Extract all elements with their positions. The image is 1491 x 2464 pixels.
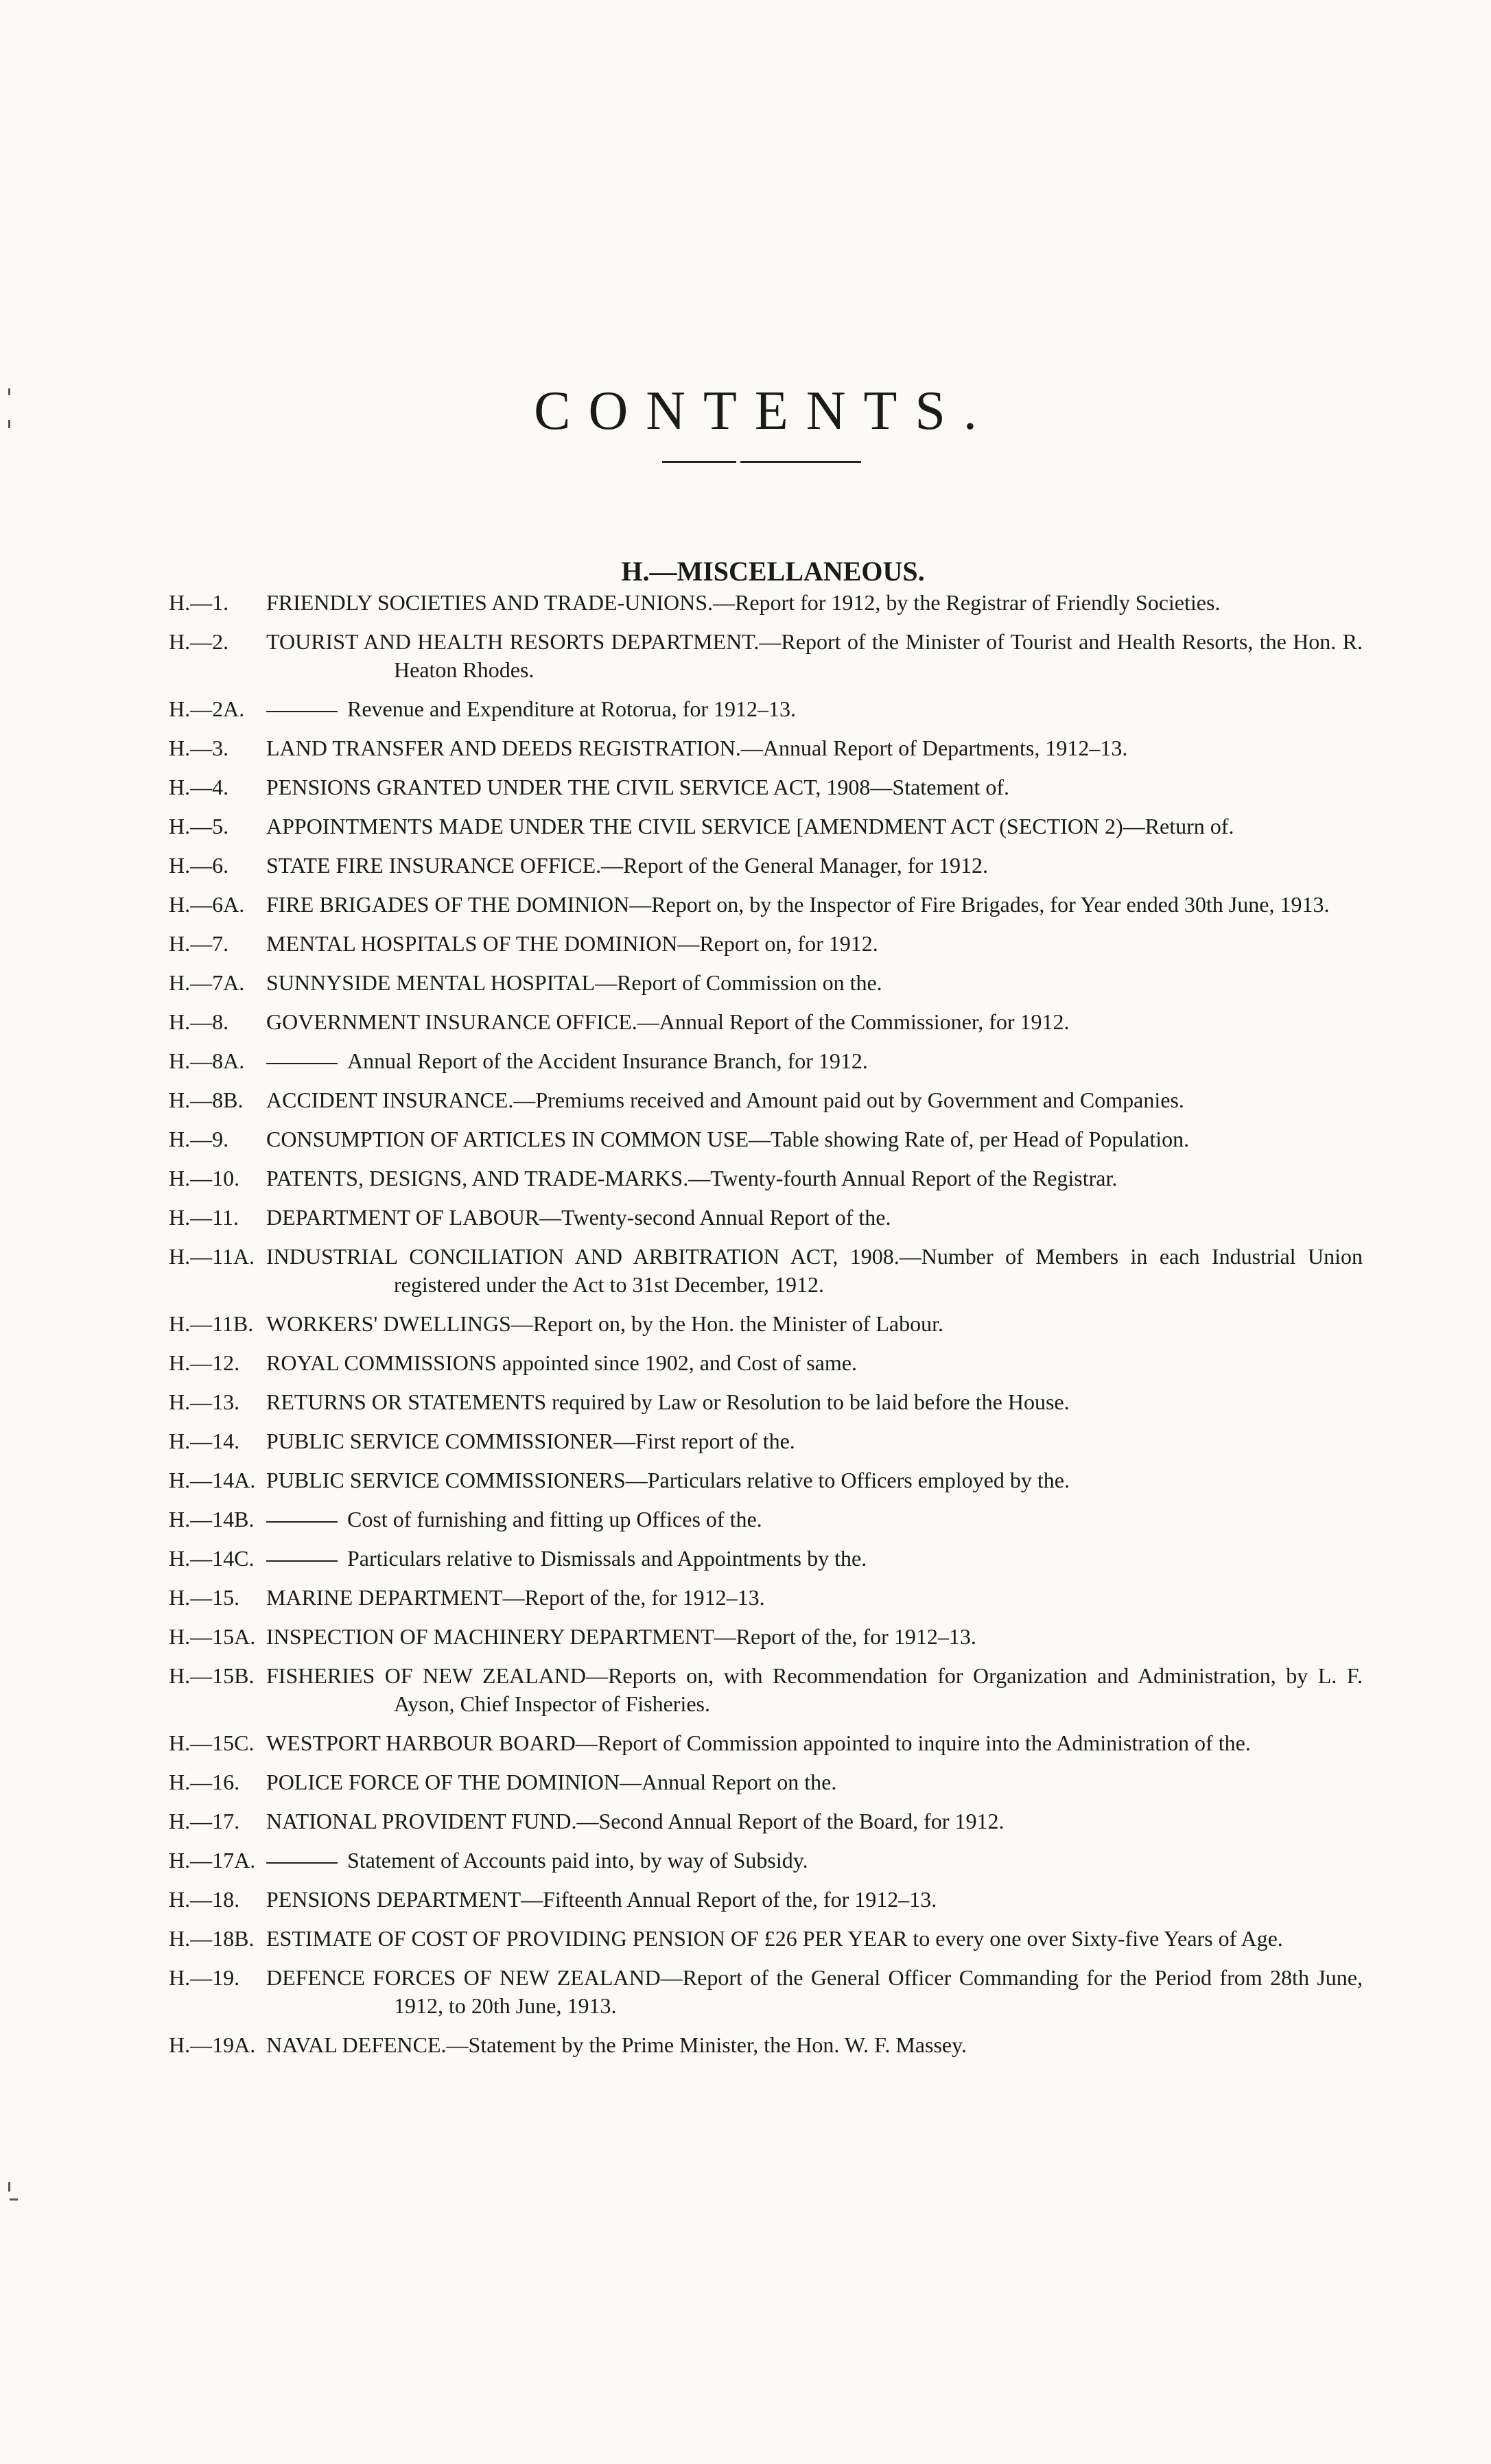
entry-text: WESTPORT HARBOUR BOARD—Report of Commission appointed to inquire into the Administration of the. [266, 1730, 1251, 1755]
contents-entry [169, 1243, 1363, 1299]
entry-text: Statement of Accounts paid into, by way of Subsidy. [347, 1848, 808, 1873]
entry-code: H.—15A. [169, 1624, 256, 1649]
entry-code: H.—8. [169, 1009, 229, 1034]
entry-text: POLICE FORCE OF THE DOMINION—Annual Report on the. [266, 1770, 837, 1794]
entry-code: H.—11A. [169, 1244, 255, 1269]
entry-text: ACCIDENT INSURANCE.—Premiums received and Amount paid out by Government and Companies. [266, 1088, 1184, 1112]
entry-code: H.—9. [169, 1127, 229, 1151]
ditto-dash [266, 1862, 338, 1864]
entry-code: H.—15C. [169, 1730, 255, 1755]
entry-text: ROYAL COMMISSIONS appointed since 1902, and Cost of same. [266, 1350, 857, 1375]
ditto-dash [266, 1521, 338, 1523]
contents-entry [169, 2031, 1363, 2059]
ditto-dash [266, 1063, 338, 1064]
section-heading: H.—MISCELLANEOUS. [621, 556, 925, 587]
entry-description [266, 1008, 1363, 1036]
page-title: CONTENTS. [534, 380, 995, 441]
entry-description [266, 1243, 1363, 1299]
entry-code: H.—14B. [169, 1507, 255, 1532]
ditto-dash [266, 711, 338, 712]
contents-entry [169, 930, 1363, 958]
entry-code: H.—4. [169, 775, 229, 799]
entry-text: FIRE BRIGADES OF THE DOMINION—Report on, by the Inspector of Fire Brigades, for Year ended 30th June, 1913. [266, 892, 1330, 917]
entry-description [266, 812, 1363, 841]
scan-mark [10, 2198, 18, 2201]
entry-text: Particulars relative to Dismissals and Appointments by the. [347, 1546, 867, 1571]
entry-description [266, 1047, 1363, 1075]
entry-text: Cost of furnishing and fitting up Offices of the. [347, 1507, 762, 1532]
entry-code: H.—18B. [169, 1926, 255, 1951]
entry-code: H.—17. [169, 1809, 240, 1833]
entry-text: DEPARTMENT OF LABOUR—Twenty-second Annual Report of the. [266, 1205, 891, 1230]
entry-description [266, 1623, 1363, 1651]
contents-entry [169, 1204, 1363, 1232]
entry-text: WORKERS' DWELLINGS—Report on, by the Hon. the Minister of Labour. [266, 1311, 943, 1336]
entry-code: H.—2. [169, 629, 229, 654]
contents-entry [169, 891, 1363, 919]
entry-code: H.—5. [169, 814, 229, 838]
entry-description [266, 852, 1363, 880]
entry-text: INDUSTRIAL CONCILIATION AND ARBITRATION ACT, 1908.—Number of Members in each Industrial Union registered under the Act to 31st December, 1912. [266, 1244, 1363, 1297]
entry-code: H.—14A. [169, 1468, 256, 1492]
contents-entry [169, 812, 1363, 841]
entry-text: NATIONAL PROVIDENT FUND.—Second Annual Report of the Board, for 1912. [266, 1809, 1005, 1833]
entry-text: STATE FIRE INSURANCE OFFICE.—Report of the General Manager, for 1912. [266, 853, 989, 878]
entry-code: H.—8B. [169, 1088, 244, 1112]
entry-text: ESTIMATE OF COST OF PROVIDING PENSION OF £26 PER YEAR to every one over Sixty-five Years of Age. [266, 1926, 1283, 1951]
contents-entry [169, 1545, 1363, 1573]
contents-entry [169, 589, 1363, 617]
entry-description [266, 1349, 1363, 1377]
entry-description [266, 1310, 1363, 1338]
entry-description [266, 1164, 1363, 1193]
entry-code: H.—13. [169, 1389, 240, 1414]
scan-mark [8, 2182, 10, 2192]
entry-code: H.—1. [169, 590, 229, 615]
entry-code: H.—11B. [169, 1311, 254, 1336]
entry-text: APPOINTMENTS MADE UNDER THE CIVIL SERVICE [AMENDMENT ACT (SECTION 2)—Return of. [266, 814, 1234, 838]
entry-text: NAVAL DEFENCE.—Statement by the Prime Minister, the Hon. W. F. Massey. [266, 2032, 967, 2057]
entry-description [266, 1545, 1363, 1573]
entry-code: H.—6. [169, 853, 229, 878]
entry-description [266, 1086, 1363, 1114]
contents-entry [169, 1008, 1363, 1036]
entry-text: RETURNS OR STATEMENTS required by Law or Resolution to be laid before the House. [266, 1389, 1070, 1414]
title-divider [662, 461, 861, 463]
entry-text: INSPECTION OF MACHINERY DEPARTMENT—Report of the, for 1912–13. [266, 1624, 976, 1649]
contents-entry [169, 628, 1363, 684]
entry-description [266, 1729, 1363, 1757]
contents-list [169, 589, 1363, 2070]
contents-entry [169, 1768, 1363, 1796]
entry-code: H.—17A. [169, 1848, 256, 1873]
entry-code: H.—14C. [169, 1546, 255, 1571]
entry-code: H.—11. [169, 1205, 239, 1230]
contents-entry [169, 1505, 1363, 1534]
contents-entry [169, 1964, 1363, 2020]
contents-entry [169, 1047, 1363, 1075]
entry-code: H.—10. [169, 1166, 240, 1190]
entry-description [266, 1886, 1363, 1914]
entry-code: H.—15B. [169, 1663, 255, 1688]
entry-description [266, 930, 1363, 958]
entry-code: H.—12. [169, 1350, 240, 1375]
entry-text: PUBLIC SERVICE COMMISSIONERS—Particulars relative to Officers employed by the. [266, 1468, 1070, 1492]
entry-description [266, 1662, 1363, 1718]
contents-entry [169, 1086, 1363, 1114]
entry-code: H.—3. [169, 736, 229, 760]
entry-text: PENSIONS GRANTED UNDER THE CIVIL SERVICE ACT, 1908—Statement of. [266, 775, 1010, 799]
entry-code: H.—19A. [169, 2032, 256, 2057]
entry-code: H.—19. [169, 1965, 240, 1990]
entry-text: Revenue and Expenditure at Rotorua, for 1912–13. [347, 696, 797, 721]
entry-text: SUNNYSIDE MENTAL HOSPITAL—Report of Commission on the. [266, 970, 882, 995]
entry-code: H.—16. [169, 1770, 240, 1794]
contents-entry [169, 773, 1363, 801]
entry-description [266, 1964, 1363, 2020]
entry-text: LAND TRANSFER AND DEEDS REGISTRATION.—Annual Report of Departments, 1912–13. [266, 736, 1128, 760]
entry-description [266, 1466, 1363, 1494]
entry-description [266, 695, 1363, 723]
contents-entry [169, 1925, 1363, 1953]
entry-text: GOVERNMENT INSURANCE OFFICE.—Annual Report of the Commissioner, for 1912. [266, 1009, 1070, 1034]
entry-description [266, 1427, 1363, 1455]
contents-entry [169, 852, 1363, 880]
scan-mark [8, 420, 10, 428]
entry-code: H.—6A. [169, 892, 245, 917]
entry-description [266, 2031, 1363, 2059]
entry-description [266, 891, 1363, 919]
entry-text: MARINE DEPARTMENT—Report of the, for 1912–13. [266, 1585, 765, 1610]
entry-description [266, 1584, 1363, 1612]
entry-text: Annual Report of the Accident Insurance Branch, for 1912. [347, 1048, 868, 1073]
contents-entry [169, 1623, 1363, 1651]
entry-description [266, 1768, 1363, 1796]
entry-code: H.—14. [169, 1429, 240, 1453]
contents-entry [169, 1427, 1363, 1455]
entry-code: H.—18. [169, 1887, 240, 1912]
contents-entry [169, 1807, 1363, 1835]
entry-code: H.—8A. [169, 1048, 245, 1073]
entry-text: FISHERIES OF NEW ZEALAND—Reports on, with Recommendation for Organization and Administration, by L. F. Ayson, Chief Inspector of Fisheries. [266, 1663, 1363, 1716]
contents-entry [169, 1310, 1363, 1338]
entry-text: PENSIONS DEPARTMENT—Fifteenth Annual Report of the, for 1912–13. [266, 1887, 937, 1912]
entry-code: H.—15. [169, 1585, 240, 1610]
contents-entry [169, 695, 1363, 723]
contents-entry [169, 1662, 1363, 1718]
contents-entry [169, 969, 1363, 997]
entry-description [266, 589, 1363, 617]
entry-description [266, 1125, 1363, 1153]
contents-entry [169, 1164, 1363, 1193]
entry-text: MENTAL HOSPITALS OF THE DOMINION—Report on, for 1912. [266, 931, 878, 956]
entry-description [266, 1846, 1363, 1875]
entry-code: H.—7. [169, 931, 229, 956]
contents-entry [169, 1846, 1363, 1875]
entry-description [266, 1925, 1363, 1953]
entry-description [266, 734, 1363, 762]
contents-entry [169, 1349, 1363, 1377]
entry-description [266, 1204, 1363, 1232]
contents-entry [169, 1729, 1363, 1757]
contents-entry [169, 1584, 1363, 1612]
contents-entry [169, 1886, 1363, 1914]
entry-text: PATENTS, DESIGNS, AND TRADE-MARKS.—Twenty-fourth Annual Report of the Registrar. [266, 1166, 1118, 1190]
entry-code: H.—7A. [169, 970, 245, 995]
contents-entry [169, 734, 1363, 762]
contents-entry [169, 1388, 1363, 1416]
entry-description [266, 1505, 1363, 1534]
entry-description [266, 1388, 1363, 1416]
entry-text: PUBLIC SERVICE COMMISSIONER—First report of the. [266, 1429, 795, 1453]
entry-text: DEFENCE FORCES OF NEW ZEALAND—Report of the General Officer Commanding for the Period from 28th June, 1912, to 20th June, 1913. [266, 1965, 1363, 2018]
entry-description [266, 773, 1363, 801]
entry-description [266, 628, 1363, 684]
scan-mark [8, 388, 10, 395]
entry-text: FRIENDLY SOCIETIES AND TRADE-UNIONS.—Report for 1912, by the Registrar of Friendly Societies. [266, 590, 1221, 615]
entry-description [266, 1807, 1363, 1835]
entry-text: CONSUMPTION OF ARTICLES IN COMMON USE—Table showing Rate of, per Head of Population. [266, 1127, 1190, 1151]
entry-code: H.—2A. [169, 696, 245, 721]
contents-entry [169, 1466, 1363, 1494]
entry-description [266, 969, 1363, 997]
ditto-dash [266, 1560, 338, 1562]
entry-text: TOURIST AND HEALTH RESORTS DEPARTMENT.—Report of the Minister of Tourist and Health Resorts, the Hon. R. Heaton Rhodes. [266, 629, 1363, 682]
contents-entry [169, 1125, 1363, 1153]
